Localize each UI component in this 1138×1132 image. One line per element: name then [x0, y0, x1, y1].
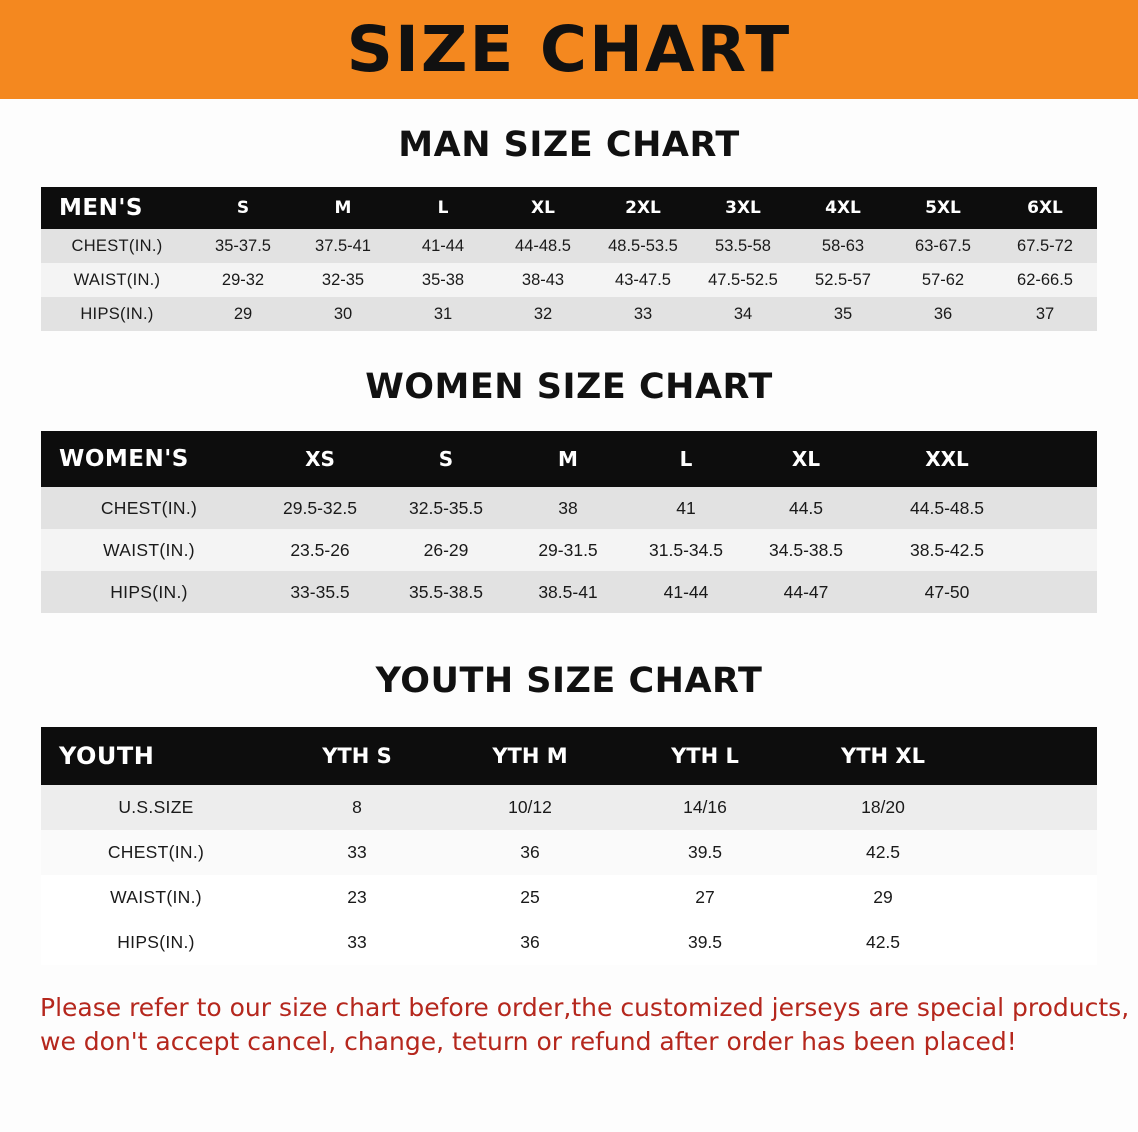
men-col-2: L — [437, 198, 449, 218]
women-r0-spacer — [1027, 487, 1097, 529]
men-col-4: 2XL — [625, 198, 661, 218]
men-r0-c5: 53.5-58 — [715, 236, 771, 255]
table-row — [41, 785, 1097, 830]
policy-note — [40, 991, 1130, 1059]
men-col-0: S — [236, 198, 250, 218]
table-row — [41, 571, 1097, 613]
youth-r1-c2: 39.5 — [687, 842, 723, 862]
men-r2-c3: 32 — [533, 304, 553, 323]
youth-col-0: YTH S — [322, 744, 392, 768]
men-r1-c2: 35-38 — [421, 270, 465, 289]
men-col-5: 3XL — [725, 198, 761, 218]
youth-r2-c0: 23 — [347, 887, 367, 907]
policy-note-line-1: Please refer to our size chart before order,the customized jerseys are special products, — [40, 993, 1130, 1022]
women-r1-c5: 38.5-42.5 — [910, 539, 984, 560]
women-r2-c0: 33-35.5 — [290, 581, 350, 602]
youth-col-3: YTH XL — [841, 744, 925, 768]
man-section-title: MAN SIZE CHART — [398, 125, 740, 165]
youth-r1-c1: 36 — [520, 842, 540, 862]
table-header-row — [41, 431, 1097, 487]
youth-r3-c2: 39.5 — [687, 932, 723, 952]
youth-r0-c3: 18/20 — [861, 797, 905, 817]
men-col-3: XL — [531, 198, 555, 218]
youth-r0-c1: 10/12 — [508, 797, 552, 817]
table-row — [41, 297, 1097, 331]
men-r1-c4: 43-47.5 — [615, 270, 671, 289]
women-section-title: WOMEN SIZE CHART — [365, 367, 773, 407]
youth-r1-spacer — [973, 830, 1097, 875]
table-row — [41, 487, 1097, 529]
men-col-1: M — [334, 198, 352, 218]
women-r0-c2: 38 — [558, 497, 578, 518]
men-r0-c0: 35-37.5 — [215, 236, 271, 255]
men-r0-c3: 44-48.5 — [515, 236, 571, 255]
women-row-0-label: CHEST(IN.) — [100, 497, 198, 518]
men-r2-c6: 35 — [833, 304, 853, 323]
men-r0-c8: 67.5-72 — [1017, 236, 1073, 255]
youth-r3-c0: 33 — [347, 932, 367, 952]
women-r1-c0: 23.5-26 — [290, 539, 350, 560]
youth-col-1: YTH M — [492, 744, 568, 768]
women-r1-c3: 31.5-34.5 — [649, 539, 723, 560]
youth-row-2-label: WAIST(IN.) — [110, 887, 202, 907]
men-r1-c6: 52.5-57 — [815, 270, 871, 289]
page-title: SIZE CHART — [346, 13, 792, 86]
table-header-row — [41, 727, 1097, 785]
youth-r2-spacer — [973, 875, 1097, 920]
women-r2-c4: 44-47 — [783, 581, 829, 602]
women-r0-c1: 32.5-35.5 — [409, 497, 483, 518]
men-r1-c8: 62-66.5 — [1017, 270, 1073, 289]
women-r2-c5: 47-50 — [924, 581, 970, 602]
men-r0-c1: 37.5-41 — [315, 236, 371, 255]
youth-r3-spacer — [973, 920, 1097, 965]
men-col-8: 6XL — [1027, 198, 1063, 218]
women-row-1-label: WAIST(IN.) — [103, 539, 195, 560]
women-col-0: XS — [305, 447, 335, 471]
women-r0-c3: 41 — [676, 497, 696, 518]
men-row-0-label: CHEST(IN.) — [71, 236, 163, 255]
policy-note-line-2: we don't accept cancel, change, teturn or refund after order has been placed! — [40, 1026, 1017, 1056]
men-r1-c5: 47.5-52.5 — [708, 270, 778, 289]
youth-r3-c3: 42.5 — [865, 932, 901, 952]
women-col-4: XL — [791, 447, 821, 471]
women-table-wrapper — [0, 431, 1138, 613]
women-col-spacer — [1027, 431, 1097, 487]
men-r0-c4: 48.5-53.5 — [608, 236, 678, 255]
men-r2-c1: 30 — [333, 304, 353, 323]
men-r0-c2: 41-44 — [421, 236, 465, 255]
youth-corner-label: YOUTH — [59, 742, 155, 770]
banner — [0, 0, 1138, 99]
men-col-6: 4XL — [825, 198, 861, 218]
youth-r1-c3: 42.5 — [865, 842, 901, 862]
women-col-1: S — [438, 447, 454, 471]
men-size-table — [41, 187, 1097, 331]
men-row-1-label: WAIST(IN.) — [73, 270, 161, 289]
men-r1-c3: 38-43 — [521, 270, 565, 289]
men-r1-c7: 57-62 — [921, 270, 965, 289]
table-row — [41, 263, 1097, 297]
women-r2-spacer — [1027, 571, 1097, 613]
youth-r1-c0: 33 — [347, 842, 367, 862]
women-r0-c5: 44.5-48.5 — [910, 497, 984, 518]
youth-col-spacer — [973, 727, 1097, 785]
women-col-5: XXL — [925, 447, 969, 471]
men-r0-c6: 58-63 — [821, 236, 865, 255]
youth-row-0-label: U.S.SIZE — [118, 797, 194, 817]
women-corner-label: WOMEN'S — [59, 446, 189, 472]
men-r2-c2: 31 — [433, 304, 453, 323]
youth-col-2: YTH L — [671, 744, 739, 768]
men-r2-c8: 37 — [1035, 304, 1055, 323]
men-r1-c0: 29-32 — [221, 270, 265, 289]
table-header-row — [41, 187, 1097, 229]
table-row — [41, 920, 1097, 965]
youth-section-title: YOUTH SIZE CHART — [375, 661, 763, 701]
women-col-3: L — [679, 447, 693, 471]
youth-r2-c3: 29 — [873, 887, 893, 907]
men-r2-c0: 29 — [233, 304, 253, 323]
men-r0-c7: 63-67.5 — [915, 236, 971, 255]
table-row — [41, 875, 1097, 920]
women-r1-spacer — [1027, 529, 1097, 571]
youth-row-1-label: CHEST(IN.) — [107, 842, 205, 862]
man-table-wrapper — [0, 187, 1138, 331]
men-col-7: 5XL — [925, 198, 961, 218]
women-col-2: M — [558, 447, 578, 471]
women-r0-c4: 44.5 — [788, 497, 824, 518]
men-r2-c4: 33 — [633, 304, 653, 323]
youth-r2-c1: 25 — [520, 887, 540, 907]
youth-r2-c2: 27 — [695, 887, 715, 907]
men-r2-c7: 36 — [933, 304, 953, 323]
youth-r3-c1: 36 — [520, 932, 540, 952]
women-r2-c3: 41-44 — [663, 581, 709, 602]
youth-r0-c2: 14/16 — [683, 797, 727, 817]
women-r1-c4: 34.5-38.5 — [769, 539, 843, 560]
youth-r0-c0: 8 — [352, 797, 362, 817]
men-r2-c5: 34 — [733, 304, 753, 323]
women-row-2-label: HIPS(IN.) — [110, 581, 188, 602]
table-row — [41, 830, 1097, 875]
youth-row-3-label: HIPS(IN.) — [117, 932, 195, 952]
women-r2-c2: 38.5-41 — [538, 581, 598, 602]
youth-table-wrapper — [0, 727, 1138, 965]
women-r2-c1: 35.5-38.5 — [409, 581, 483, 602]
men-corner-label: MEN'S — [59, 195, 143, 221]
youth-size-table — [41, 727, 1097, 965]
table-row — [41, 229, 1097, 263]
youth-r0-spacer — [973, 785, 1097, 830]
men-row-2-label: HIPS(IN.) — [80, 304, 154, 323]
women-r1-c2: 29-31.5 — [538, 539, 598, 560]
women-r0-c0: 29.5-32.5 — [283, 497, 357, 518]
women-size-table — [41, 431, 1097, 613]
table-row — [41, 529, 1097, 571]
men-r1-c1: 32-35 — [321, 270, 365, 289]
women-r1-c1: 26-29 — [423, 539, 469, 560]
